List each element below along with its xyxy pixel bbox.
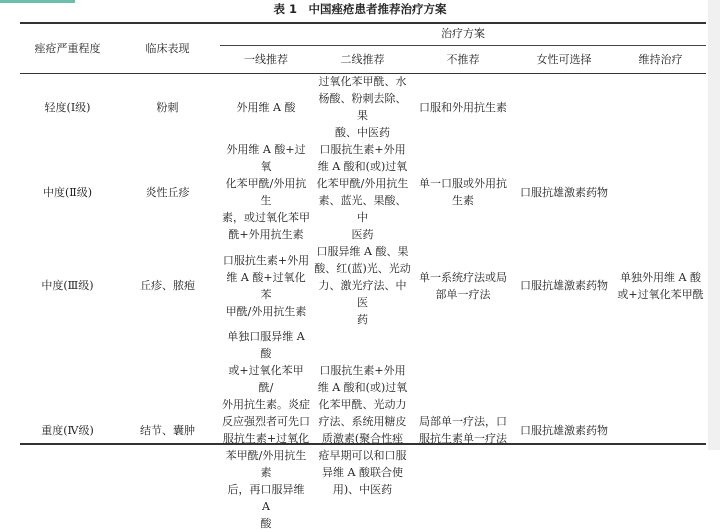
cell: 单一口服或外用抗 生素	[419, 177, 507, 207]
table-row	[20, 141, 706, 243]
table-row	[20, 328, 706, 532]
table-row	[20, 243, 706, 328]
header-female-option: 女性可选择	[513, 45, 615, 73]
cell: 单独口服异维 A 酸 或+过氧化苯甲酰/ 外用抗生素。炎症 反应强烈者可先口 服抗生素+过氧化 苯甲酰/外用抗生素 后，再口服异维 A 酸	[222, 330, 310, 530]
cell: 外用维 A 酸+过氧 化苯甲酰/外用抗生 素，或过氧化苯甲 酰+外用抗生素	[222, 143, 310, 241]
cell	[615, 141, 706, 243]
cell: 局部单一疗法，口 服抗生素单一疗法	[419, 415, 507, 445]
cell: 单一系统疗法或局 部单一疗法	[419, 270, 507, 301]
cell: 中度(Ⅱ级)	[42, 185, 93, 199]
cell: 粉刺	[156, 100, 179, 114]
header-clinical: 临床表现	[145, 41, 190, 55]
cell: 丘疹、脓疱	[140, 279, 195, 292]
cell: 口服抗生素+外用 维 A 酸+过氧化苯 甲酰/外用抗生素	[222, 253, 310, 318]
page-edge	[708, 0, 720, 450]
cell: 中度(Ⅲ级)	[41, 279, 94, 292]
cell: 口服抗雄激素药物	[520, 185, 608, 199]
cell: 炎性丘疹	[145, 185, 190, 199]
cell: 口服抗生素+外用 维 A 酸和(或)过氧 化苯甲酰、光动力 疗法、系统用糖皮 质激素(聚合性痤 疮早期可以和口服 异维 A 酸联合使 用)、中医药	[317, 364, 408, 496]
cell: 重度(Ⅳ级)	[41, 423, 94, 437]
table-row	[20, 73, 706, 141]
cell: 结节、囊肿	[140, 423, 195, 437]
cell: 轻度(Ⅰ级)	[44, 100, 91, 114]
header-plan: 治疗方案	[441, 27, 485, 41]
header-maintenance: 维持治疗	[615, 45, 706, 73]
cell: 口服抗雄激素药物	[520, 279, 608, 292]
cell	[615, 328, 706, 532]
cell: 口服抗雄激素药物	[520, 423, 608, 437]
header-second-line: 二线推荐	[312, 45, 413, 73]
header-severity: 痤疮严重程度	[34, 41, 101, 55]
cell: 口服抗生素+外用 维 A 酸和(或)过氧 化苯甲酰/外用抗生 素、蓝光、果酸、中 医药	[316, 143, 409, 241]
cell: 口服和外用抗生素	[419, 100, 507, 114]
header-first-line: 一线推荐	[220, 45, 312, 73]
cell	[615, 73, 706, 141]
cell: 口服异维 A 酸、果 酸、红(蓝)光、光动 力、激光疗法、中医 药	[314, 245, 411, 326]
cell: 外用维 A 酸	[236, 100, 296, 114]
treatment-table	[20, 23, 706, 532]
header-not-recommended: 不推荐	[413, 45, 513, 73]
table-title: 表 1 中国痤疮患者推荐治疗方案	[273, 2, 447, 16]
cell	[513, 73, 615, 141]
cell: 单独外用维 A 酸 或+过氧化苯甲酰	[617, 270, 704, 301]
cell: 过氧化苯甲酰、水 杨酸、粉刺去除、果 酸、中医药	[318, 75, 407, 139]
